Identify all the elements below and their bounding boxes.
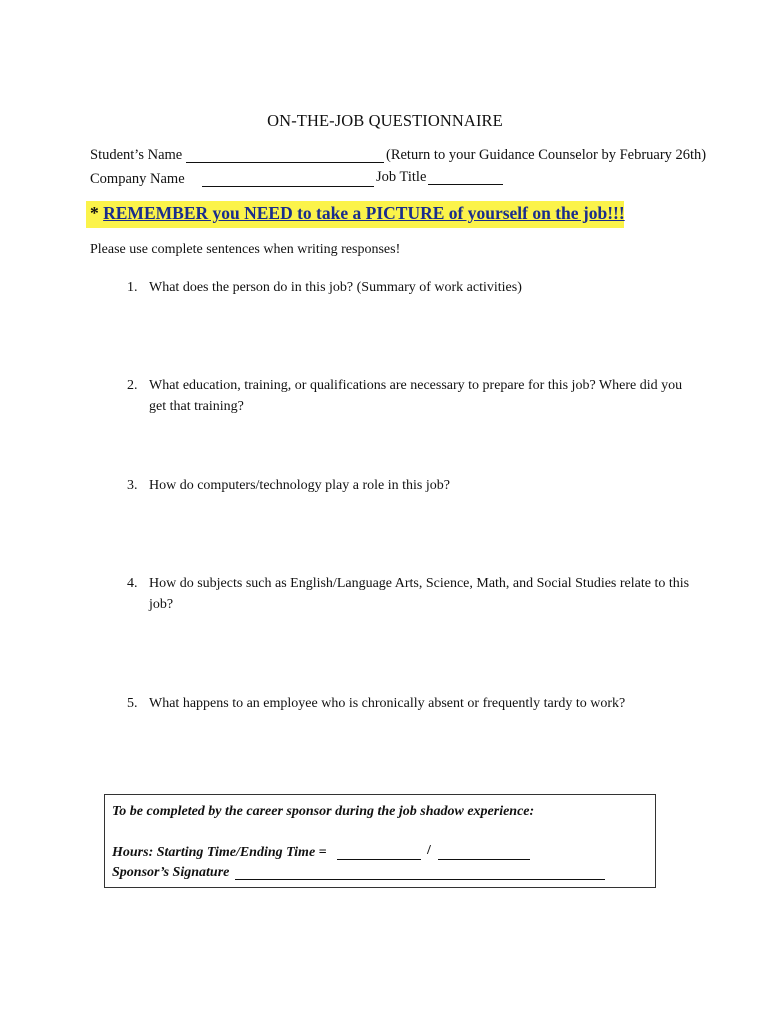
starting-time-field[interactable]	[337, 859, 421, 860]
ending-time-field[interactable]	[438, 859, 530, 860]
question-number: 3.	[127, 478, 138, 493]
signature-label: Sponsor’s Signature	[112, 865, 230, 880]
sponsor-heading: To be completed by the career sponsor during the job shadow experience:	[112, 804, 535, 819]
time-separator: /	[427, 843, 431, 858]
question-text: What does the person do in this job? (Summary of work activities)	[149, 280, 522, 295]
hours-label: Hours: Starting Time/Ending Time =	[112, 845, 327, 860]
question-number: 1.	[127, 280, 138, 295]
student-name-field[interactable]	[186, 162, 384, 163]
company-name-label: Company Name	[90, 171, 185, 187]
return-note: (Return to your Guidance Counselor by February 26th)	[386, 147, 707, 163]
question-text: How do computers/technology play a role in this job?	[149, 478, 450, 493]
company-name-field[interactable]	[202, 186, 374, 187]
reminder-banner	[90, 203, 625, 224]
signature-field[interactable]	[235, 879, 605, 880]
job-title-label: Job Title	[376, 169, 427, 185]
reminder-asterisk: *	[90, 203, 104, 223]
question-number: 2.	[127, 378, 138, 393]
instruction-text: Please use complete sentences when writing responses!	[90, 242, 401, 257]
question-number: 4.	[127, 576, 138, 591]
reminder-text: REMEMBER you NEED to take a PICTURE of yourself on the job!!!	[103, 203, 625, 223]
question-number: 5.	[127, 696, 138, 711]
question-text: How do subjects such as English/Language Arts, Science, Math, and Social Studies relate to this job?	[149, 576, 690, 612]
question-text: What education, training, or qualifications are necessary to prepare for this job? Where did you get that training?	[149, 378, 683, 414]
student-name-label: Student’s Name	[90, 147, 183, 163]
page-title: ON-THE-JOB QUESTIONNAIRE	[267, 111, 503, 130]
question-text: What happens to an employee who is chronically absent or frequently tardy to work?	[149, 696, 626, 711]
job-title-field[interactable]	[428, 184, 503, 185]
